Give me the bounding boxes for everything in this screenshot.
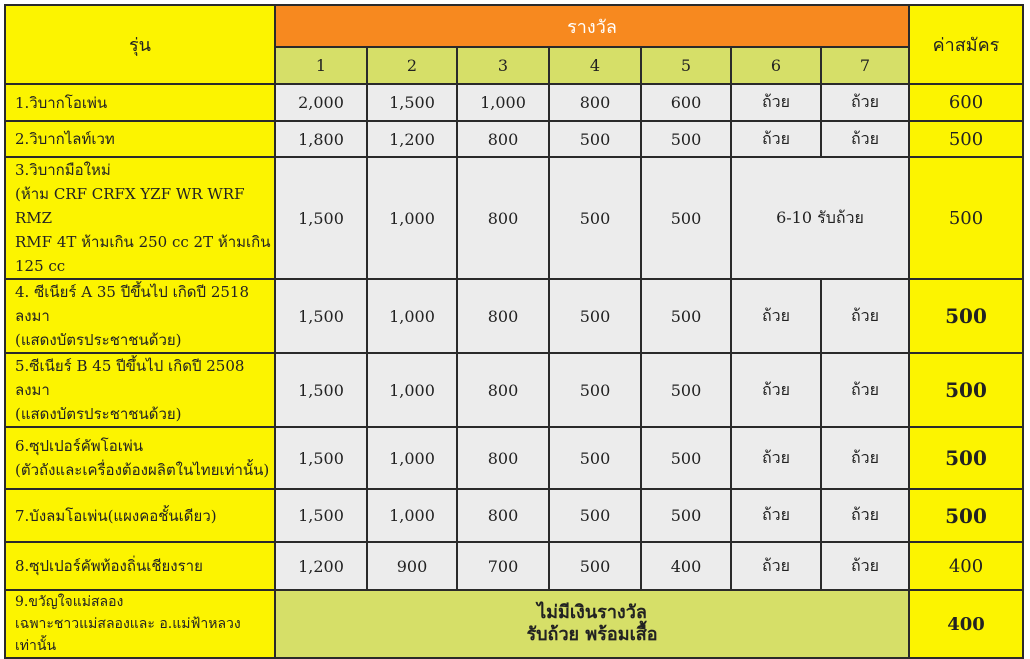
prize-cell: 500 — [641, 427, 731, 489]
prize-cell: ถ้วย — [731, 427, 821, 489]
prize-cell: 500 — [641, 489, 731, 542]
fee-cell: 500 — [909, 489, 1023, 542]
prize-cell: 1,500 — [275, 353, 367, 427]
prize-cell: 500 — [641, 279, 731, 353]
prize-cell: 1,500 — [367, 84, 457, 121]
table-row — [5, 84, 1023, 121]
prize-cell: ถ้วย — [821, 84, 909, 121]
prize-cell: 500 — [641, 157, 731, 279]
place-header: 2 — [367, 47, 457, 84]
table-row — [5, 427, 1023, 489]
prize-table — [4, 4, 1024, 659]
prize-cell: ถ้วย — [821, 353, 909, 427]
fee-cell: 400 — [909, 590, 1023, 658]
prize-cell: 800 — [549, 84, 641, 121]
class-name: 3.วิบากมือใหม่ (ห้าม CRF CRFX YZF WR WRF RMZ RMF 4T ห้ามเกิน 250 cc 2T ห้ามเกิน 125 cc — [5, 157, 275, 279]
table-row — [5, 542, 1023, 590]
prize-cell: 500 — [549, 157, 641, 279]
fee-cell: 400 — [909, 542, 1023, 590]
prize-cell: 2,000 — [275, 84, 367, 121]
prize-header: รางวัล — [275, 5, 909, 47]
prize-cell: 1,000 — [367, 353, 457, 427]
place-header: 1 — [275, 47, 367, 84]
prize-cell: ถ้วย — [731, 542, 821, 590]
prize-cell: ถ้วย — [731, 489, 821, 542]
class-name: 1.วิบากโอเพ่น — [5, 84, 275, 121]
class-name: 7.บังลมโอเพ่น(แผงคอชั้นเดียว) — [5, 489, 275, 542]
fee-cell: 500 — [909, 279, 1023, 353]
table-row — [5, 590, 1023, 658]
table-row — [5, 353, 1023, 427]
fee-cell: 500 — [909, 121, 1023, 157]
prize-cell: 1,000 — [367, 157, 457, 279]
prize-cell: 1,000 — [457, 84, 549, 121]
class-name: 8.ซุปเปอร์คัพท้องถิ่นเชียงราย — [5, 542, 275, 590]
table-row — [5, 279, 1023, 353]
prize-cell: 500 — [549, 427, 641, 489]
prize-cell: 500 — [549, 279, 641, 353]
prize-cell: 700 — [457, 542, 549, 590]
fee-cell: 500 — [909, 157, 1023, 279]
prize-cell: 1,500 — [275, 489, 367, 542]
prize-cell: 1,500 — [275, 427, 367, 489]
prize-cell: 1,200 — [275, 542, 367, 590]
place-header: 5 — [641, 47, 731, 84]
prize-cell: ถ้วย — [821, 489, 909, 542]
prize-cell: 400 — [641, 542, 731, 590]
place-header: 4 — [549, 47, 641, 84]
prize-cell: 1,500 — [275, 279, 367, 353]
class-name: 9.ขวัญใจแม่สลอง เฉพาะชาวแม่สลองและ อ.แม่ฟ้าหลวงเท่านั้น — [5, 590, 275, 658]
table-row — [5, 121, 1023, 157]
table-row — [5, 489, 1023, 542]
prize-cell: 800 — [457, 279, 549, 353]
class-name: 6.ซุปเปอร์คัพโอเพ่น (ตัวถังและเครื่องต้องผลิตในไทยเท่านั้น) — [5, 427, 275, 489]
place-header: 6 — [731, 47, 821, 84]
place-header: 7 — [821, 47, 909, 84]
table-row — [5, 157, 1023, 279]
prize-cell: 500 — [641, 121, 731, 157]
prize-cell: 800 — [457, 489, 549, 542]
prize-cell: 800 — [457, 157, 549, 279]
prize-cell: ถ้วย — [731, 84, 821, 121]
fee-cell: 500 — [909, 427, 1023, 489]
prize-cell: 1,500 — [275, 157, 367, 279]
class-header: รุ่น — [5, 5, 275, 84]
merged-prize-cell: 6-10 รับถ้วย — [731, 157, 909, 279]
prize-cell: ถ้วย — [821, 121, 909, 157]
prize-cell: 500 — [549, 121, 641, 157]
prize-cell: 600 — [641, 84, 731, 121]
no-cash-prize-note: ไม่มีเงินรางวัล รับถ้วย พร้อมเสื้อ — [275, 590, 909, 658]
class-name: 4. ซีเนียร์ A 35 ปีขึ้นไป เกิดปี 2518 ลงมา (แสดงบัตรประชาชนด้วย) — [5, 279, 275, 353]
class-name: 5.ซีเนียร์ B 45 ปีขึ้นไป เกิดปี 2508 ลงมา (แสดงบัตรประชาชนด้วย) — [5, 353, 275, 427]
fee-cell: 600 — [909, 84, 1023, 121]
fee-cell: 500 — [909, 353, 1023, 427]
prize-cell: ถ้วย — [731, 121, 821, 157]
prize-cell: ถ้วย — [821, 427, 909, 489]
prize-cell: 900 — [367, 542, 457, 590]
prize-cell: ถ้วย — [731, 353, 821, 427]
fee-header: ค่าสมัคร — [909, 5, 1023, 84]
prize-cell: 500 — [549, 542, 641, 590]
prize-cell: 1,800 — [275, 121, 367, 157]
prize-cell: 800 — [457, 353, 549, 427]
prize-cell: ถ้วย — [821, 279, 909, 353]
prize-cell: 500 — [641, 353, 731, 427]
prize-cell: 1,000 — [367, 427, 457, 489]
prize-cell: 800 — [457, 427, 549, 489]
prize-cell: 500 — [549, 489, 641, 542]
prize-cell: 500 — [549, 353, 641, 427]
prize-cell: 800 — [457, 121, 549, 157]
prize-cell: 1,200 — [367, 121, 457, 157]
prize-cell: ถ้วย — [731, 279, 821, 353]
place-header: 3 — [457, 47, 549, 84]
prize-cell: 1,000 — [367, 489, 457, 542]
class-name: 2.วิบากไลท์เวท — [5, 121, 275, 157]
prize-cell: 1,000 — [367, 279, 457, 353]
prize-cell: ถ้วย — [821, 542, 909, 590]
